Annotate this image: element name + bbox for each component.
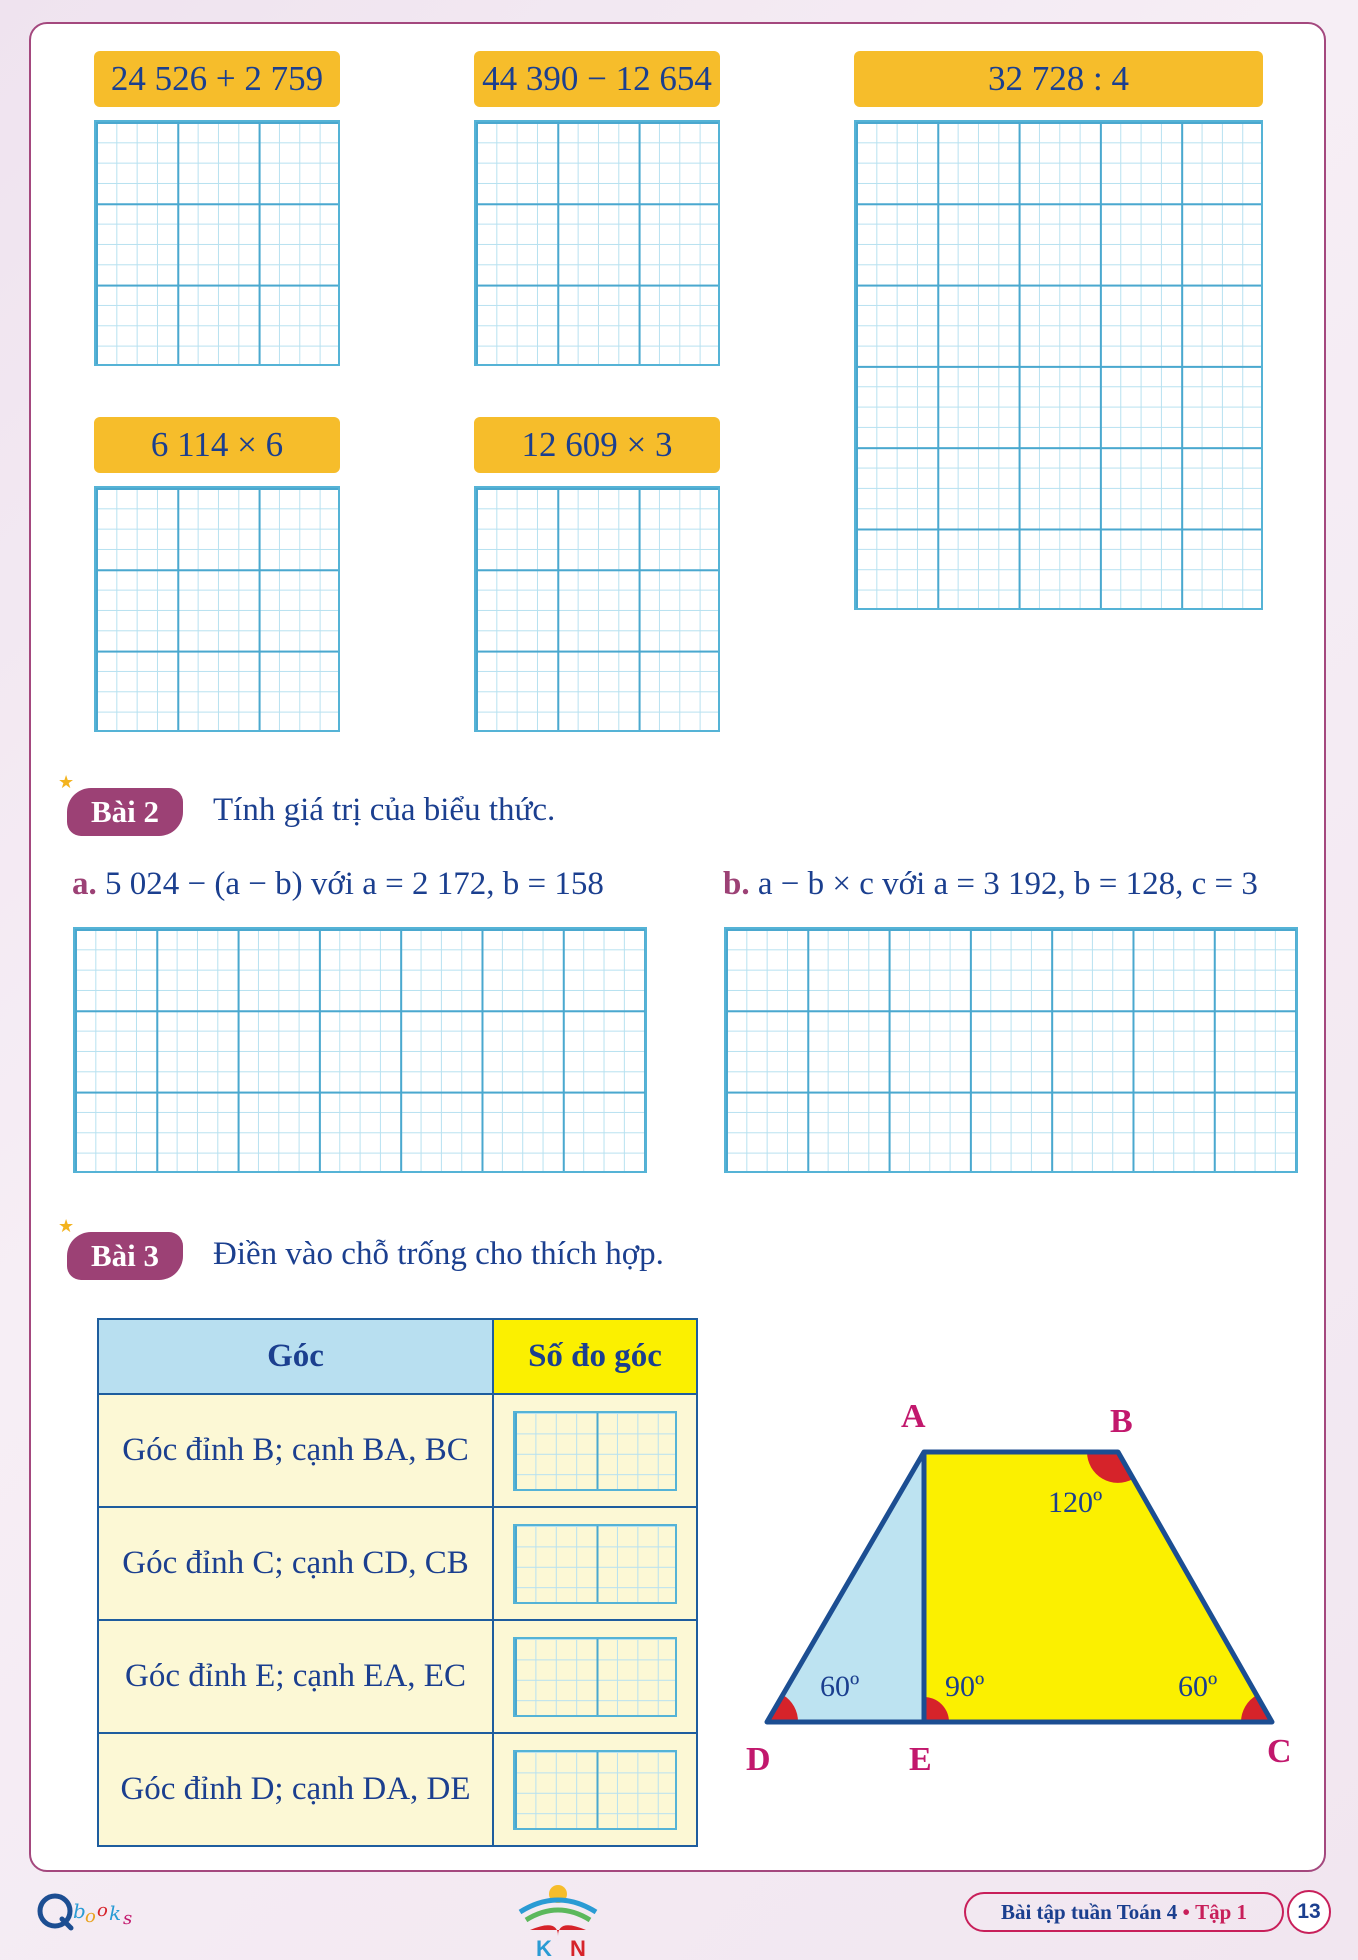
- calc-label-3: 32 728 : 4: [854, 51, 1263, 107]
- bai2-part-b: [723, 866, 1258, 903]
- trapezoid-figure: [740, 1385, 1300, 1785]
- calc-grid-2[interactable]: [474, 120, 720, 366]
- kn-logo: [500, 1878, 620, 1958]
- vertex-label-a: A: [901, 1398, 926, 1435]
- book-volume: Tập 1: [1195, 1899, 1248, 1924]
- calc-label-2: 44 390 − 12 654: [474, 51, 720, 107]
- angle-answer-cell[interactable]: [493, 1394, 697, 1507]
- calc-label-1: 24 526 + 2 759: [94, 51, 340, 107]
- part-b-expression: a − b × c với a = 3 192, b = 128, c = 3: [757, 866, 1258, 902]
- calc-grid-5[interactable]: [474, 486, 720, 732]
- calc-label-4: 6 114 × 6: [94, 417, 340, 473]
- angle-row-label: Góc đỉnh C; cạnh CD, CB: [98, 1507, 493, 1620]
- vertex-label-d: D: [746, 1741, 771, 1778]
- star-icon: ★: [58, 772, 75, 792]
- header-goc: Góc: [98, 1319, 493, 1394]
- bai2-part-a: [72, 866, 604, 903]
- bai3-instruction: Điền vào chỗ trống cho thích hợp.: [213, 1236, 664, 1272]
- calc-label-5: 12 609 × 3: [474, 417, 720, 473]
- angle-table: [97, 1318, 698, 1847]
- angle-row-label: Góc đỉnh D; cạnh DA, DE: [98, 1733, 493, 1846]
- svg-text:N: N: [570, 1936, 586, 1958]
- bai2-grid-b[interactable]: [724, 927, 1298, 1173]
- angle-row-label: Góc đỉnh E; cạnh EA, EC: [98, 1620, 493, 1733]
- vertex-label-c: C: [1267, 1733, 1292, 1770]
- svg-text:o: o: [97, 1900, 108, 1921]
- page-number: 13: [1287, 1890, 1331, 1934]
- svg-text:b: b: [73, 1899, 86, 1923]
- angle-label-b: 120º: [1048, 1486, 1103, 1519]
- svg-text:o: o: [85, 1906, 96, 1927]
- svg-text:K: K: [536, 1936, 552, 1958]
- angle-answer-cell[interactable]: [493, 1620, 697, 1733]
- part-a-expression: 5 024 − (a − b) với a = 2 172, b = 158: [105, 866, 604, 902]
- angle-answer-cell[interactable]: [493, 1507, 697, 1620]
- bai2-instruction: Tính giá trị của biểu thức.: [213, 792, 556, 828]
- answer-grid[interactable]: [513, 1524, 677, 1604]
- part-b-letter: b.: [723, 866, 750, 902]
- footer-bullet: •: [1182, 1899, 1190, 1924]
- svg-text:s: s: [123, 1908, 133, 1929]
- answer-grid[interactable]: [513, 1750, 677, 1830]
- angle-label-c: 60º: [1178, 1670, 1218, 1703]
- bai2-badge: Bài 2: [67, 788, 183, 836]
- svg-text:k: k: [109, 1901, 122, 1925]
- angle-label-e: 90º: [945, 1670, 985, 1703]
- book-title-pill: [964, 1892, 1284, 1932]
- vertex-label-b: B: [1110, 1403, 1133, 1440]
- answer-grid[interactable]: [513, 1637, 677, 1717]
- angle-label-d: 60º: [820, 1670, 860, 1703]
- angle-row-label: Góc đỉnh B; cạnh BA, BC: [98, 1394, 493, 1507]
- calc-grid-4[interactable]: [94, 486, 340, 732]
- header-so-do-goc: Số đo góc: [493, 1319, 697, 1394]
- bai2-grid-a[interactable]: [73, 927, 647, 1173]
- vertex-label-e: E: [909, 1741, 932, 1778]
- angle-answer-cell[interactable]: [493, 1733, 697, 1846]
- qbooks-logo: [35, 1888, 145, 1938]
- qbooks-logo-icon: [35, 1888, 145, 1934]
- part-a-letter: a.: [72, 866, 97, 902]
- bai3-badge: Bài 3: [67, 1232, 183, 1280]
- book-title: Bài tập tuần Toán 4: [1000, 1899, 1178, 1924]
- calc-grid-3[interactable]: [854, 120, 1263, 610]
- answer-grid[interactable]: [513, 1411, 677, 1491]
- star-icon: ★: [58, 1216, 75, 1236]
- calc-grid-1[interactable]: [94, 120, 340, 366]
